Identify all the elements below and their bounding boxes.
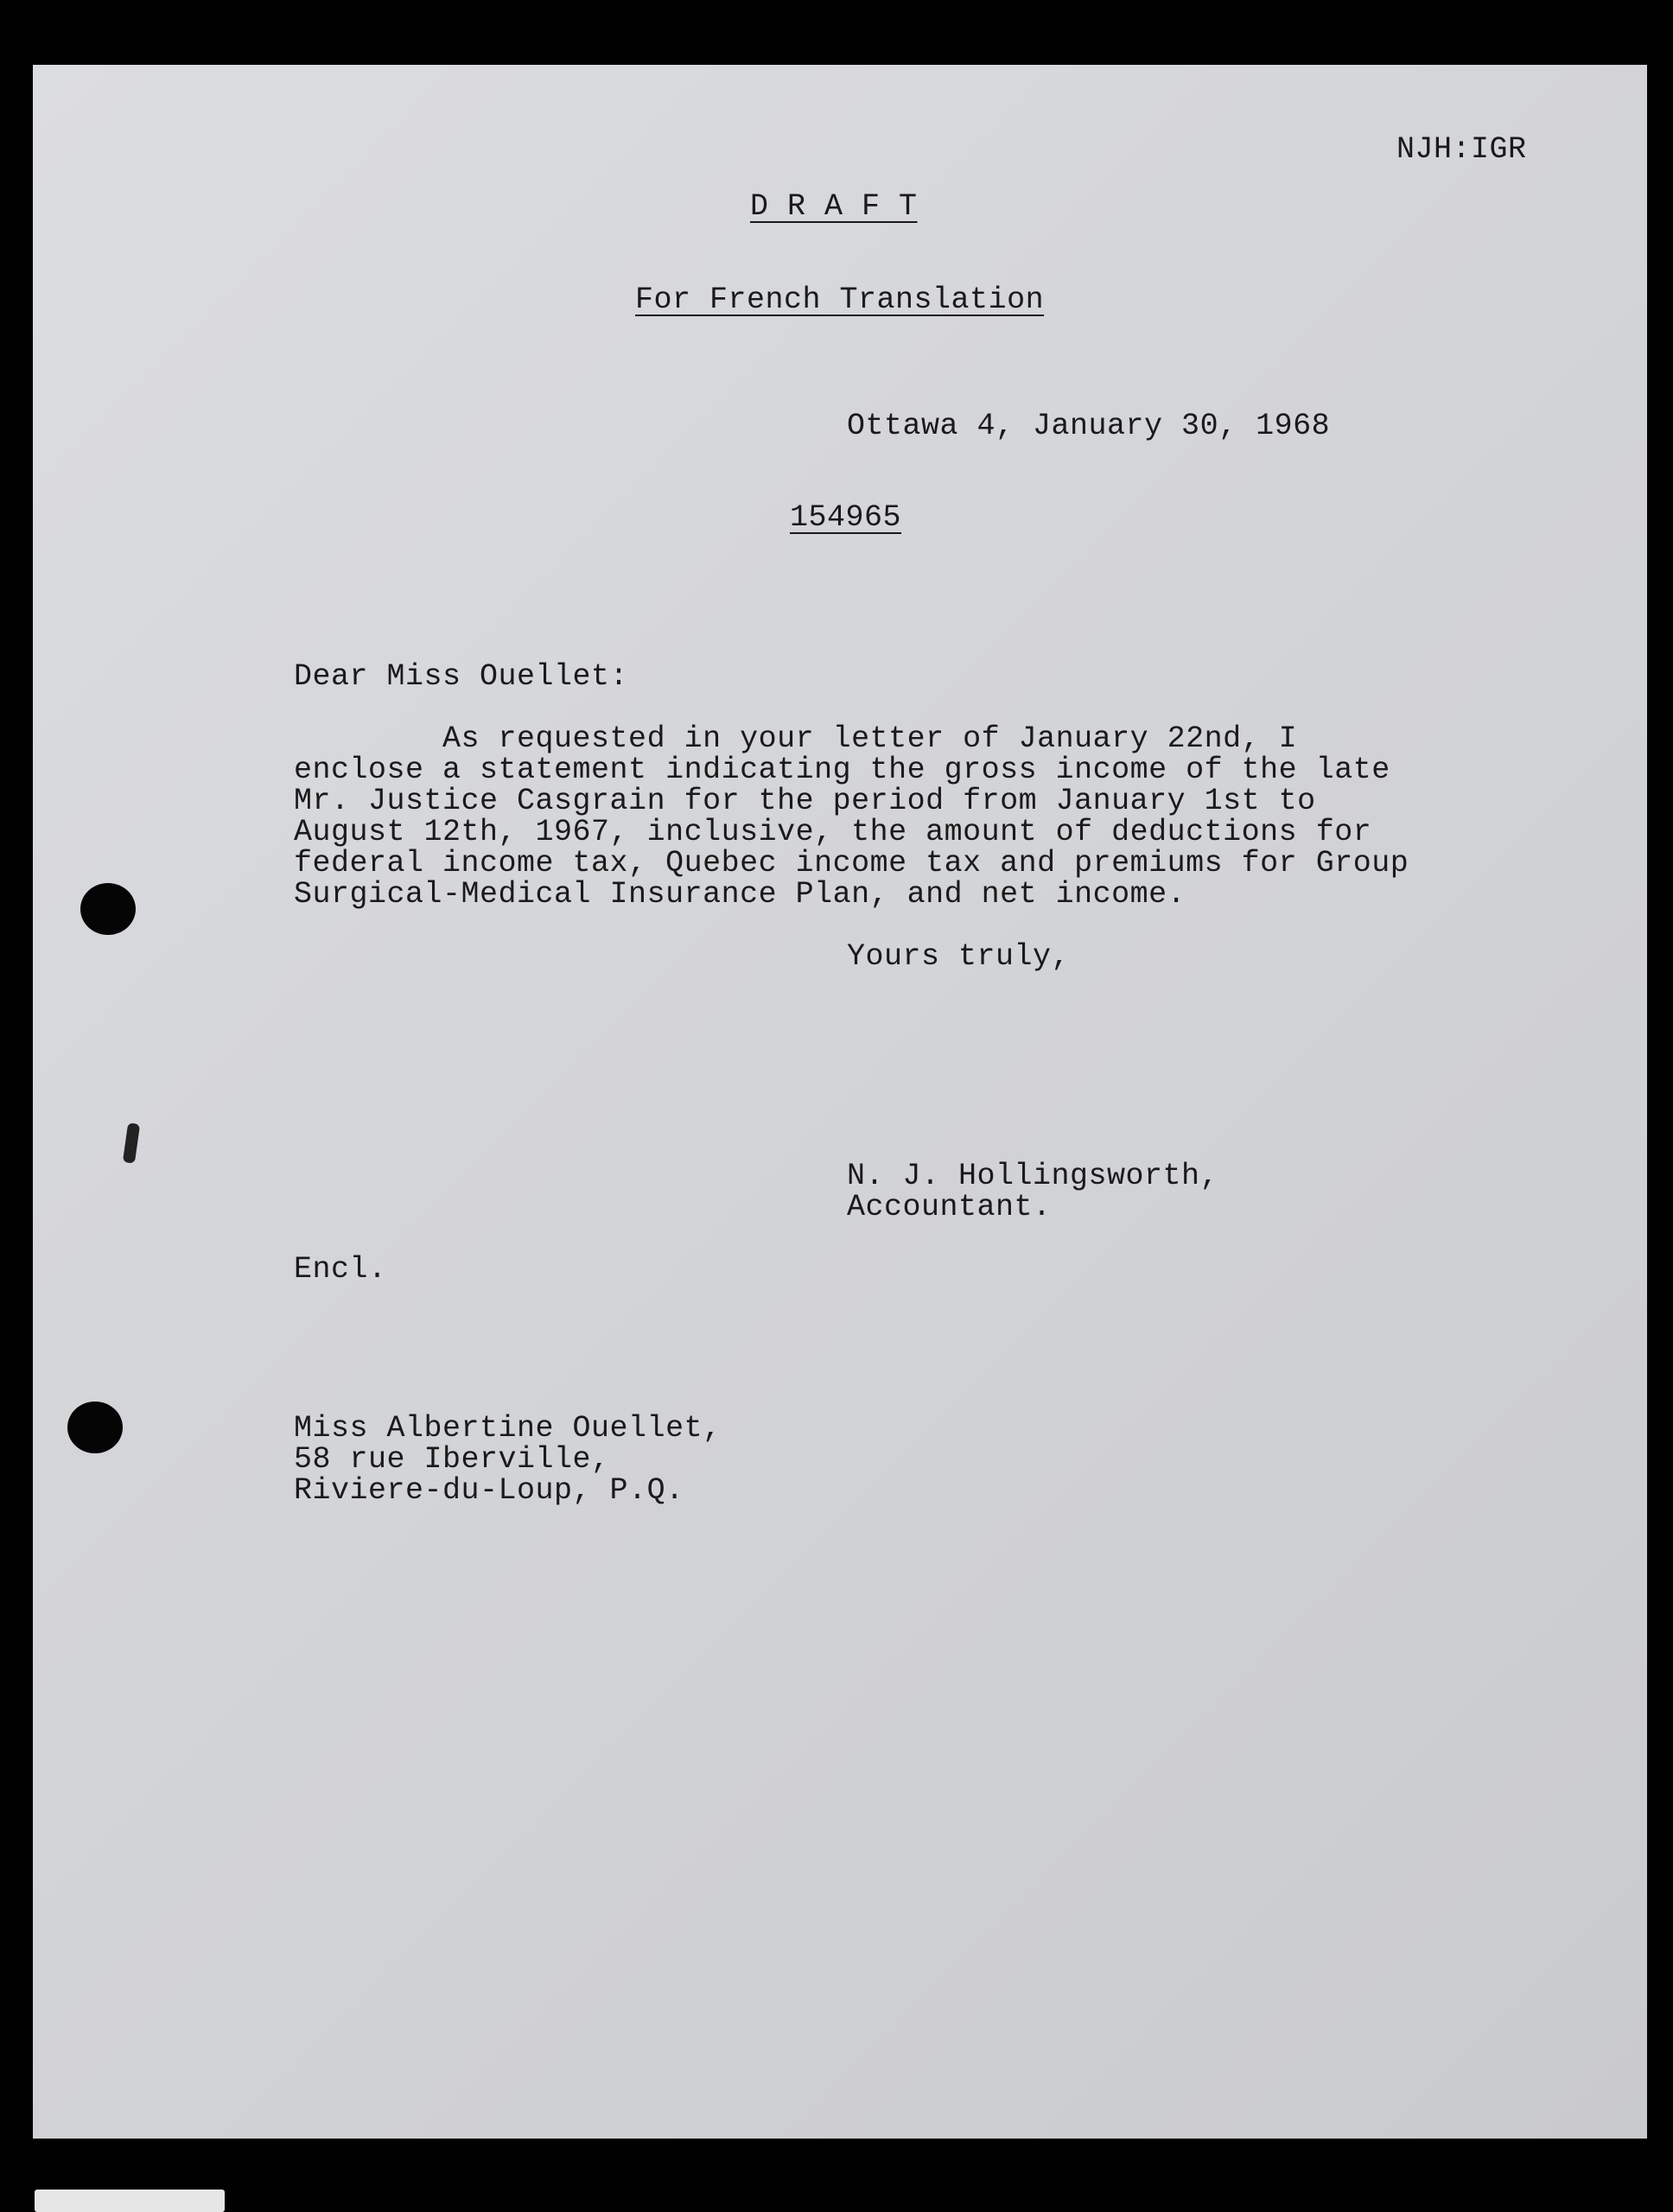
address-line: Miss Albertine Ouellet, [294, 1411, 722, 1446]
body-line: Mr. Justice Casgrain for the period from January 1st to [294, 784, 1316, 818]
body-line: federal income tax, Quebec income tax and premiums for Group [294, 846, 1409, 880]
place-and-date: Ottawa 4, January 30, 1968 [847, 409, 1331, 443]
film-edge-strip [35, 2190, 225, 2212]
signer-title: Accountant. [847, 1190, 1052, 1224]
salutation: Dear Miss Ouellet: [294, 659, 629, 694]
address-line: 58 rue Iberville, [294, 1442, 610, 1477]
body-line: Surgical-Medical Insurance Plan, and net income. [294, 877, 1186, 912]
reference-initials: NJH:IGR [1396, 132, 1527, 167]
body-line: As requested in your letter of January 22nd, I [294, 721, 1298, 756]
draft-heading: D R A F T [750, 189, 918, 224]
file-number: 154965 [790, 500, 902, 535]
translation-note: For French Translation [635, 283, 1045, 317]
letter-sheet [33, 65, 1647, 2139]
closing: Yours truly, [847, 939, 1071, 974]
signer-name: N. J. Hollingsworth, [847, 1159, 1219, 1193]
punch-hole [80, 883, 136, 935]
enclosure-note: Encl. [294, 1252, 387, 1287]
body-line: enclose a statement indicating the gross income of the late [294, 753, 1390, 787]
punch-hole [67, 1402, 123, 1453]
address-line: Riviere-du-Loup, P.Q. [294, 1473, 684, 1508]
body-line: August 12th, 1967, inclusive, the amount of deductions for [294, 815, 1372, 849]
